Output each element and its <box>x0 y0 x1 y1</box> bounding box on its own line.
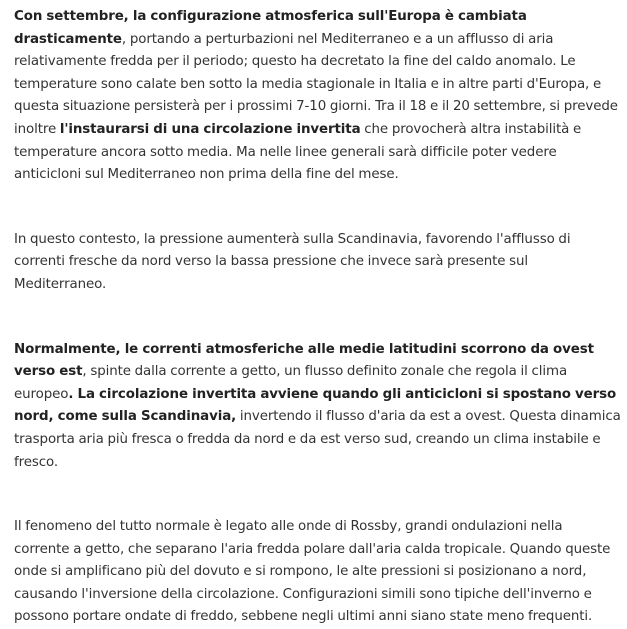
paragraph-contesto <box>14 229 621 297</box>
body-text: invertendo il flusso d'aria da est a ovest. Questa dinamica trasporta aria più fresca o fredda da nord e da est verso sud, creando un clima instabile e fresco. <box>14 409 621 470</box>
body-text: In questo contesto, la pressione aumenterà sulla Scandinavia, favorendo l'afflusso di correnti fresche da nord verso la bassa pressione che invece sarà presente sul Mediterraneo. <box>14 231 571 292</box>
paragraph-correnti <box>14 339 621 475</box>
bold-text: Normalmente, le correnti atmosferiche alle medie latitudini scorrono da ovest verso est <box>14 341 594 380</box>
body-text: , spinte dalla corrente a getto, un flusso definito zonale che regola il clima europeo <box>14 364 568 402</box>
body-text: Il fenomeno del tutto normale è legato alle onde di Rossby, grandi ondulazioni nella corrente a getto, che separano l'aria fredda polare dall'aria calda tropicale. Quando queste onde si amplificano più del dovuto e si rompono, le alte pressioni si posizionano a nord, causando l'inversione della circolazione. Configurazioni simili sono tipiche dell'inverno e possono portare ondate di freddo, sebbene negli ultimi anni siano state meno frequenti. <box>14 519 611 625</box>
body-text: che provocherà altra instabilità e temperature ancora sotto media. Ma nelle linee generali sarà difficile poter vedere anticicloni sul Mediterraneo non prima della fine del mese. <box>14 121 582 183</box>
paragraph-rossby <box>14 516 621 629</box>
bold-text: l'instaurarsi di una circolazione invertita <box>59 121 361 137</box>
body-text: , portando a perturbazioni nel Mediterraneo e a un afflusso di aria relativamente fredda per il periodo; questo ha decretato la fine del caldo anomalo. Le temperature sono calate ben sotto la media stagionale in Italia e in altre parti d'Europa, e questa situazione persisterà per i prossimi 7-10 giorni. Tra il 18 e il 20 settembre, si prevede inoltre <box>14 31 618 137</box>
bold-text: . La circolazione invertita avviene quando gli anticicloni si spostano verso nord, come sulla Scandinavia, <box>14 386 617 425</box>
bold-text: Con settembre, la configurazione atmosferica sull'Europa è cambiata drasticamente <box>14 9 527 47</box>
paragraph-settembre <box>14 6 621 187</box>
